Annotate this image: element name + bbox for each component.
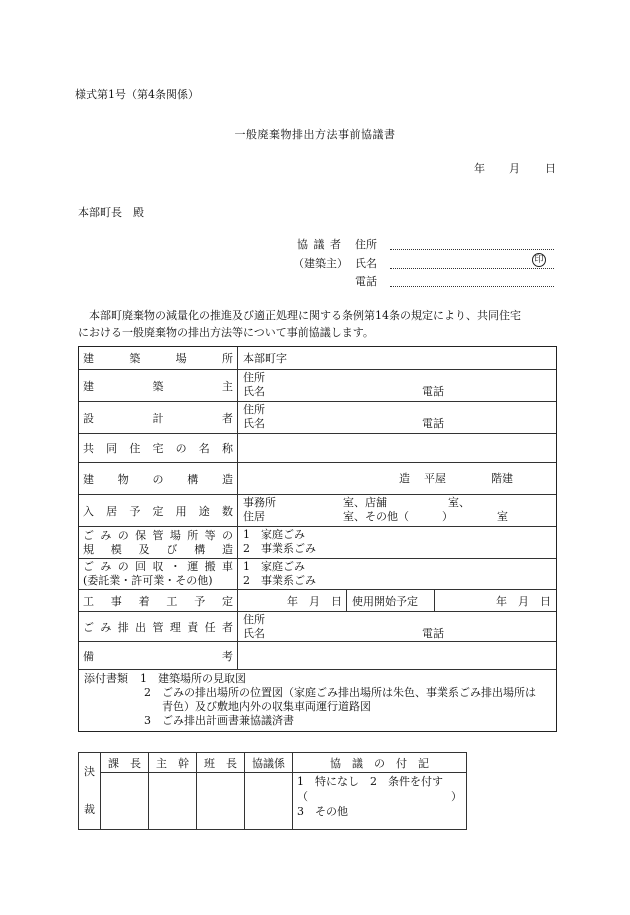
usage-office: 事務所 bbox=[243, 496, 276, 509]
label-char: 建 bbox=[83, 379, 94, 393]
designer-phone-label: 電話 bbox=[422, 417, 444, 430]
label-char: ご bbox=[83, 560, 94, 573]
label-char: 建 bbox=[83, 472, 94, 486]
manager-name-label: 氏名 bbox=[243, 627, 265, 640]
notes-field[interactable] bbox=[293, 773, 467, 830]
label-char: ご bbox=[83, 528, 94, 542]
housing-name-field[interactable] bbox=[238, 434, 556, 462]
attachments-head: 添付書類 bbox=[84, 672, 128, 685]
label-storage-1 bbox=[83, 529, 233, 543]
applicant-phone-line[interactable] bbox=[390, 286, 554, 287]
label-char: 住 bbox=[129, 442, 141, 455]
designer-field[interactable] bbox=[238, 402, 556, 433]
label-char: 設 bbox=[83, 411, 94, 425]
label-char: 模 bbox=[110, 542, 122, 556]
label-char: ご bbox=[83, 620, 94, 634]
applicant-role: 協 議 者 bbox=[297, 238, 342, 251]
attachment-item-2b: 青色）及び敷地内外の収集車両運行道路図 bbox=[162, 700, 371, 713]
date-month-label: 月 bbox=[509, 162, 520, 175]
structure-zo: 造 bbox=[399, 472, 410, 485]
label-char: 計 bbox=[152, 411, 164, 425]
consultation-table bbox=[78, 346, 557, 732]
label-char: 備 bbox=[83, 649, 94, 663]
applicant-role-sub: （建築主） bbox=[293, 257, 348, 270]
label-char: 工 bbox=[166, 594, 178, 608]
label-char: 管 bbox=[152, 528, 164, 542]
addressee: 本部町長 殿 bbox=[78, 206, 144, 219]
label-char: 者 bbox=[222, 620, 233, 634]
label-char: の bbox=[117, 560, 129, 573]
label-schedule bbox=[83, 593, 233, 609]
manager-addr-label: 住所 bbox=[243, 613, 265, 626]
row-attachments bbox=[79, 669, 556, 731]
intro-line-2: における一般廃棄物の排出方法等について事前協議します。 bbox=[78, 326, 374, 339]
label-char: 出 bbox=[135, 620, 147, 634]
notes-header: 協 議 の 付 記 bbox=[293, 753, 467, 773]
storage-item-1: 1 家庭ごみ bbox=[243, 528, 305, 541]
date-day-label: 日 bbox=[545, 162, 556, 175]
document-title: 一般廃棄物排出方法事前協議書 bbox=[234, 128, 396, 141]
label-char: 所 bbox=[221, 352, 233, 365]
applicant-name-label: 氏名 bbox=[355, 257, 377, 270]
label-char: 称 bbox=[221, 442, 233, 455]
label-char: 同 bbox=[106, 442, 118, 455]
label-collection-1 bbox=[83, 560, 233, 574]
label-char: の bbox=[152, 472, 164, 486]
use-start-label: 使用開始予定 bbox=[352, 594, 418, 608]
applicant-name-line[interactable] bbox=[390, 268, 554, 269]
applicant-phone-label: 電話 bbox=[355, 275, 377, 288]
col-shukan: 主 幹 bbox=[149, 753, 197, 773]
label-storage-2 bbox=[83, 543, 233, 557]
use-start-ymd: 年 月 日 bbox=[496, 594, 551, 608]
label-char: 所 bbox=[187, 528, 199, 542]
intro-text bbox=[78, 307, 558, 341]
site-field[interactable] bbox=[238, 347, 556, 369]
collection-item-2: 2 事業系ごみ bbox=[243, 574, 316, 587]
label-char: 収 bbox=[152, 560, 164, 573]
note-2: （ ） bbox=[297, 790, 462, 804]
seal-mark: 印 bbox=[532, 253, 546, 267]
stamp-kacho[interactable] bbox=[101, 773, 149, 830]
stamp-hancho[interactable] bbox=[197, 773, 245, 830]
label-char: 場 bbox=[169, 528, 181, 542]
row-manager bbox=[79, 611, 556, 641]
label-char: 管 bbox=[152, 620, 164, 634]
col-kacho: 課 長 bbox=[101, 753, 149, 773]
label-char: 構 bbox=[187, 472, 199, 486]
label-char: 造 bbox=[221, 542, 233, 556]
label-char: 考 bbox=[222, 649, 233, 663]
label-char: 名 bbox=[198, 442, 210, 455]
storage-field[interactable] bbox=[238, 527, 556, 558]
label-char: 責 bbox=[187, 620, 199, 634]
label-char: 予 bbox=[194, 594, 206, 608]
date-year-label: 年 bbox=[474, 162, 485, 175]
usage-room3: 室、その他（ ） bbox=[343, 510, 453, 523]
label-char: 造 bbox=[222, 472, 233, 486]
collection-field[interactable] bbox=[238, 559, 556, 589]
label-char: 予 bbox=[129, 504, 141, 518]
usage-room4: 室 bbox=[497, 510, 508, 523]
label-char: 搬 bbox=[204, 560, 216, 573]
kessai-label-1: 決 bbox=[84, 765, 95, 778]
row-remarks bbox=[79, 641, 556, 669]
owner-name-label: 氏名 bbox=[243, 385, 265, 398]
label-char: の bbox=[175, 442, 187, 455]
label-char: 場 bbox=[175, 352, 187, 365]
label-remarks bbox=[83, 648, 233, 664]
row-storage bbox=[79, 526, 556, 558]
label-char: の bbox=[222, 528, 233, 542]
label-char: 運 bbox=[187, 560, 199, 573]
label-char: 及 bbox=[138, 542, 150, 556]
row-collection bbox=[79, 558, 556, 589]
label-char: 主 bbox=[222, 379, 233, 393]
usage-field[interactable] bbox=[238, 495, 556, 526]
label-char: み bbox=[100, 620, 112, 634]
kessai-label-2: 裁 bbox=[84, 803, 95, 816]
collection-item-1: 1 家庭ごみ bbox=[243, 560, 305, 573]
structure-hiraya: 平屋 bbox=[424, 472, 446, 485]
attachment-item-2a: 2 ごみの排出場所の位置図（家庭ごみ排出場所は朱色、事業系ごみ排出場所は bbox=[144, 686, 536, 699]
applicant-address-label: 住所 bbox=[355, 238, 377, 251]
row-schedule bbox=[79, 589, 556, 611]
label-char: 事 bbox=[110, 594, 122, 608]
storage-item-2: 2 事業系ごみ bbox=[243, 542, 316, 555]
owner-phone-label: 電話 bbox=[422, 385, 444, 398]
label-char: 構 bbox=[194, 542, 206, 556]
label-char: 理 bbox=[169, 620, 181, 634]
note-1: 1 特になし 2 条件を付す bbox=[297, 775, 443, 789]
note-3: 3 その他 bbox=[297, 805, 348, 819]
label-designer bbox=[83, 410, 233, 426]
row-designer bbox=[79, 401, 556, 433]
label-char: 築 bbox=[152, 379, 164, 393]
label-char: 共 bbox=[83, 442, 94, 455]
construction-start-date[interactable] bbox=[238, 590, 347, 611]
intro-line-1: 本部町廃棄物の減量化の推進及び適正処理に関する条例第14条の規定により、共同住宅 bbox=[89, 309, 521, 322]
label-char: 定 bbox=[152, 504, 164, 518]
site-value: 本部町字 bbox=[243, 352, 287, 365]
label-char: み bbox=[100, 560, 112, 573]
label-usage bbox=[83, 503, 233, 519]
label-site bbox=[83, 350, 233, 366]
label-char: 入 bbox=[83, 504, 94, 518]
label-char: 物 bbox=[117, 472, 129, 486]
owner-field[interactable] bbox=[238, 370, 556, 401]
col-kyogi: 協議係 bbox=[245, 753, 293, 773]
label-housing-name bbox=[83, 440, 233, 456]
kessai-cell bbox=[79, 753, 101, 830]
form-number: 様式第1号（第4条関係） bbox=[75, 88, 199, 101]
label-char: び bbox=[166, 542, 178, 556]
label-char: 保 bbox=[135, 528, 147, 542]
attachment-item-1: 1 建築場所の見取図 bbox=[140, 672, 246, 685]
row-housing-name bbox=[79, 433, 556, 462]
label-structure bbox=[83, 471, 233, 487]
label-char: の bbox=[117, 528, 129, 542]
label-char: 任 bbox=[204, 620, 216, 634]
label-char: 宅 bbox=[152, 442, 164, 455]
designer-name-label: 氏名 bbox=[243, 417, 265, 430]
label-char: 数 bbox=[221, 504, 233, 518]
label-char: 築 bbox=[129, 352, 141, 365]
label-char: 等 bbox=[204, 528, 216, 542]
stamp-kyogi[interactable] bbox=[245, 773, 293, 830]
designer-addr-label: 住所 bbox=[243, 403, 265, 416]
label-char: み bbox=[100, 528, 112, 542]
label-manager bbox=[83, 619, 233, 635]
approval-table bbox=[78, 752, 467, 830]
structure-field[interactable] bbox=[238, 463, 556, 494]
label-collection-2: (委託業・許可業・その他) bbox=[83, 574, 213, 587]
remarks-field[interactable] bbox=[238, 642, 556, 669]
manager-field[interactable] bbox=[238, 612, 556, 641]
label-char: 車 bbox=[222, 560, 233, 573]
label-char: 用 bbox=[175, 504, 187, 518]
usage-residence: 住居 bbox=[243, 510, 265, 523]
label-char: 工 bbox=[83, 594, 94, 608]
manager-phone-label: 電話 bbox=[422, 627, 444, 640]
label-owner bbox=[83, 378, 233, 394]
attachment-item-3: 3 ごみ排出計画書兼協議済書 bbox=[144, 714, 294, 727]
label-char: 途 bbox=[198, 504, 210, 518]
label-char: 定 bbox=[221, 594, 233, 608]
owner-addr-label: 住所 bbox=[243, 371, 265, 384]
use-start-date[interactable] bbox=[435, 590, 556, 611]
col-hancho: 班 長 bbox=[197, 753, 245, 773]
attachments bbox=[79, 670, 556, 731]
label-char: 居 bbox=[106, 504, 118, 518]
row-owner bbox=[79, 369, 556, 401]
label-char: 排 bbox=[117, 620, 129, 634]
stamp-shukan[interactable] bbox=[149, 773, 197, 830]
label-char: ・ bbox=[169, 560, 181, 573]
structure-kaidate: 階建 bbox=[491, 472, 513, 485]
usage-room1: 室、店舗 bbox=[343, 496, 387, 509]
label-char: 着 bbox=[138, 594, 150, 608]
row-structure bbox=[79, 462, 556, 494]
construction-ymd: 年 月 日 bbox=[287, 594, 342, 608]
usage-room2: 室、 bbox=[448, 496, 470, 509]
label-char: 回 bbox=[135, 560, 147, 573]
applicant-address-line[interactable] bbox=[390, 249, 554, 250]
label-char: 者 bbox=[222, 411, 233, 425]
label-char: 規 bbox=[83, 542, 94, 556]
row-usage bbox=[79, 494, 556, 526]
row-site bbox=[79, 347, 556, 369]
label-char: 建 bbox=[83, 352, 94, 365]
